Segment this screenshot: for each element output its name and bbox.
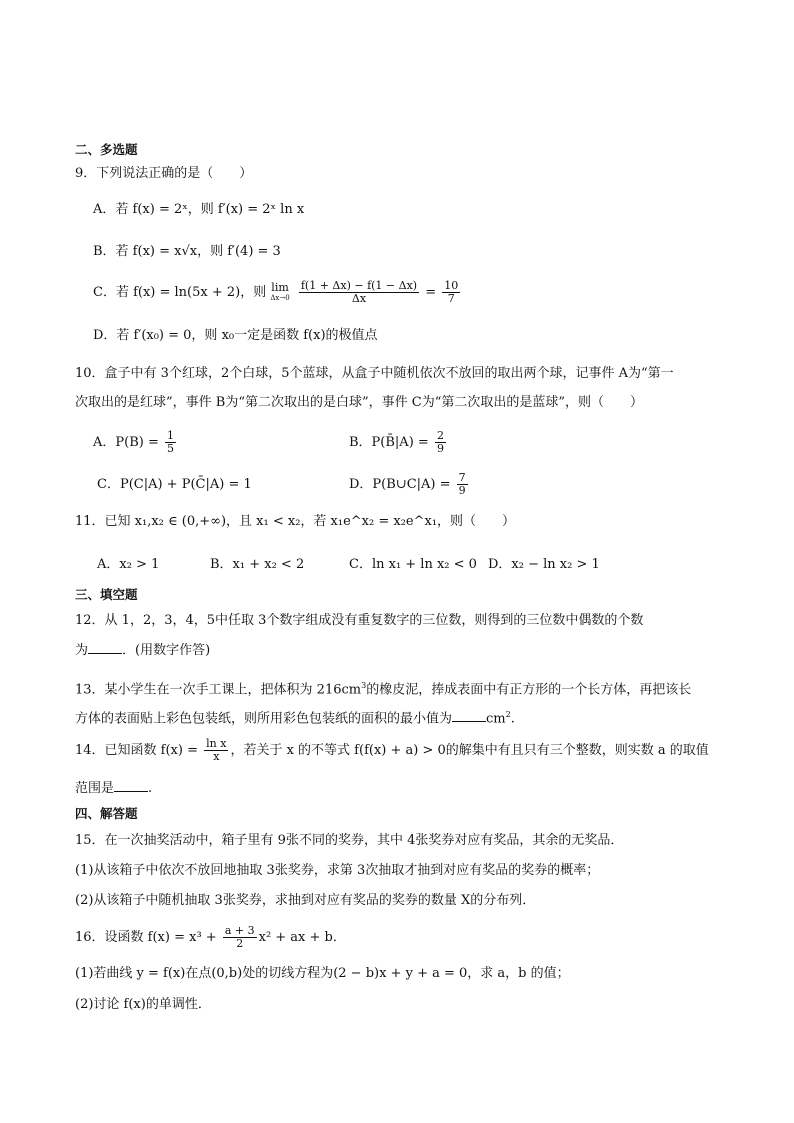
q10-option-c: C．P(C|A) + P(C̄|A) = 1 bbox=[97, 477, 252, 492]
q13-text: 的橡皮泥，捧成表面中有正方形的一个长方体，再把该长 bbox=[366, 682, 692, 698]
limit-label: lim bbox=[271, 280, 289, 294]
fraction-numerator: 2 bbox=[436, 429, 444, 442]
fraction-denominator: 7 bbox=[447, 292, 455, 305]
option-fraction bbox=[457, 472, 468, 497]
limit-subscript: Δx→0 bbox=[270, 293, 290, 302]
answer-blank bbox=[88, 641, 122, 654]
section-heading-solve: 四、解答题 bbox=[75, 806, 138, 821]
limit-fraction bbox=[299, 280, 419, 305]
q9-option-c bbox=[93, 278, 462, 308]
q16-text: x² + ax + b． bbox=[258, 930, 346, 945]
result-fraction bbox=[442, 280, 460, 305]
q12-text: ．(用数字作答) bbox=[122, 643, 211, 658]
section-heading-fill-in: 三、填空题 bbox=[75, 587, 138, 602]
q16-part1: (1)若曲线 y = f(x)在点(0,b)处的切线方程为(2 − b)x + y + a = 0，求 a，b 的值； bbox=[75, 966, 570, 981]
fraction-denominator: 9 bbox=[436, 442, 444, 455]
fraction-denominator: x bbox=[213, 750, 220, 763]
q11-stem: 11．已知 x₁,x₂ ∈ (0,+∞)，且 x₁ < x₂，若 x₁e^x₂ = x₂e^x₁，则（ ） bbox=[75, 514, 516, 529]
superscript: 2 bbox=[505, 710, 511, 719]
q14-text: 14．已知函数 f(x) = bbox=[75, 743, 198, 758]
q13-text: 方体的表面贴上彩色包装纸，则所用彩色包装纸的面积的最小值为 bbox=[75, 711, 453, 727]
coefficient-fraction bbox=[223, 925, 257, 950]
q11-option-b: B．x₁ + x₂ < 2 bbox=[210, 557, 305, 572]
q10-option-d bbox=[349, 470, 470, 500]
q14-stem-line1 bbox=[75, 735, 709, 767]
fraction-numerator: 7 bbox=[458, 471, 466, 484]
option-fraction bbox=[435, 430, 446, 455]
q9-option-c-text: C．若 f(x) = ln(5x + 2)，则 bbox=[93, 285, 267, 300]
option-text: B．P(B̄|A) = bbox=[349, 435, 429, 450]
period: . bbox=[510, 711, 515, 727]
q16-stem bbox=[75, 922, 346, 954]
answer-blank bbox=[114, 779, 148, 792]
q10-stem-line1: 10．盒子中有 3个红球，2个白球，5个蓝球，从盒子中随机依次不放回的取出两个球，记事件 A为“第一 bbox=[75, 366, 674, 381]
q10-option-a bbox=[93, 428, 178, 458]
limit-operator bbox=[270, 280, 290, 303]
fraction-numerator: 1 bbox=[167, 429, 174, 442]
option-text: A．P(B) = bbox=[93, 435, 159, 450]
fraction-denominator: 9 bbox=[458, 484, 466, 497]
q9-option-a: A．若 f(x) = 2ˣ，则 f′(x) = 2ˣ ln x bbox=[93, 202, 305, 217]
q14-text: 范围是 bbox=[75, 781, 115, 796]
q11-option-c: C．ln x₁ + ln x₂ < 0 bbox=[349, 557, 477, 572]
answer-blank bbox=[452, 709, 486, 722]
q16-text: 16．设函数 f(x) = x³ + bbox=[75, 930, 217, 945]
q15-part1: (1)从该箱子中依次不放回地抽取 3张奖券，求第 3次抽取才抽到对应有奖品的奖券的概率； bbox=[75, 863, 600, 878]
q16-part2: (2)讨论 f(x)的单调性． bbox=[75, 997, 211, 1012]
q13-stem-line2 bbox=[75, 705, 515, 729]
q9-option-b: B．若 f(x) = x√x，则 f′(4) = 3 bbox=[93, 244, 281, 259]
q9-stem: 9．下列说法正确的是（ ） bbox=[75, 166, 253, 181]
q9-option-d: D．若 f′(x₀) = 0，则 x₀一定是函数 f(x)的极值点 bbox=[93, 328, 378, 343]
fraction-denominator: Δx bbox=[351, 292, 367, 305]
equals-sign: = bbox=[425, 285, 437, 300]
q13-text: 13．某小学生在一次手工课上，把体积为 216cm bbox=[75, 682, 362, 698]
q12-stem-line1: 12．从 1，2，3，4，5中任取 3个数字组成没有重复数字的三位数，则得到的三位数中偶数的个数 bbox=[75, 613, 644, 628]
q14-text: ，若关于 x 的不等式 f(f(x) + a) > 0的解集中有且只有三个整数，则实数 a 的取值 bbox=[230, 743, 709, 758]
q15-part2: (2)从该箱子中随机抽取 3张奖券，求抽到对应有奖品的奖券的数量 X的分布列． bbox=[75, 893, 536, 908]
q10-option-b bbox=[349, 428, 448, 458]
q11-option-a: A．x₂ > 1 bbox=[97, 557, 160, 572]
fraction-numerator: ln x bbox=[206, 737, 227, 750]
function-fraction bbox=[204, 738, 228, 763]
section-heading-multi-choice: 二、多选题 bbox=[75, 142, 138, 157]
fraction-numerator: 10 bbox=[444, 279, 459, 292]
q12-stem-line2 bbox=[75, 641, 210, 661]
q11-option-d: D．x₂ − ln x₂ > 1 bbox=[488, 557, 600, 572]
q13-stem-line1 bbox=[75, 676, 691, 700]
fraction-numerator: a + 3 bbox=[224, 924, 255, 937]
option-fraction bbox=[165, 430, 176, 455]
unit-text: cm bbox=[486, 711, 506, 727]
superscript: 3 bbox=[361, 681, 367, 690]
q14-stem-line2 bbox=[75, 779, 152, 799]
fraction-denominator: 5 bbox=[167, 442, 174, 455]
option-text: D．P(B∪C|A) = bbox=[349, 477, 451, 492]
q12-text: 为 bbox=[75, 643, 89, 658]
period: . bbox=[148, 781, 153, 796]
fraction-numerator: f(1 + Δx) − f(1 − Δx) bbox=[300, 279, 418, 292]
q15-stem: 15．在一次抽奖活动中，箱子里有 9张不同的奖券，其中 4张奖券对应有奖品，其余的无奖品． bbox=[75, 833, 624, 848]
q10-stem-line2: 次取出的是红球”，事件 B为“第二次取出的是白球”，事件 C为“第二次取出的是蓝球”，则（ ） bbox=[75, 395, 643, 410]
fraction-denominator: 2 bbox=[236, 937, 244, 950]
